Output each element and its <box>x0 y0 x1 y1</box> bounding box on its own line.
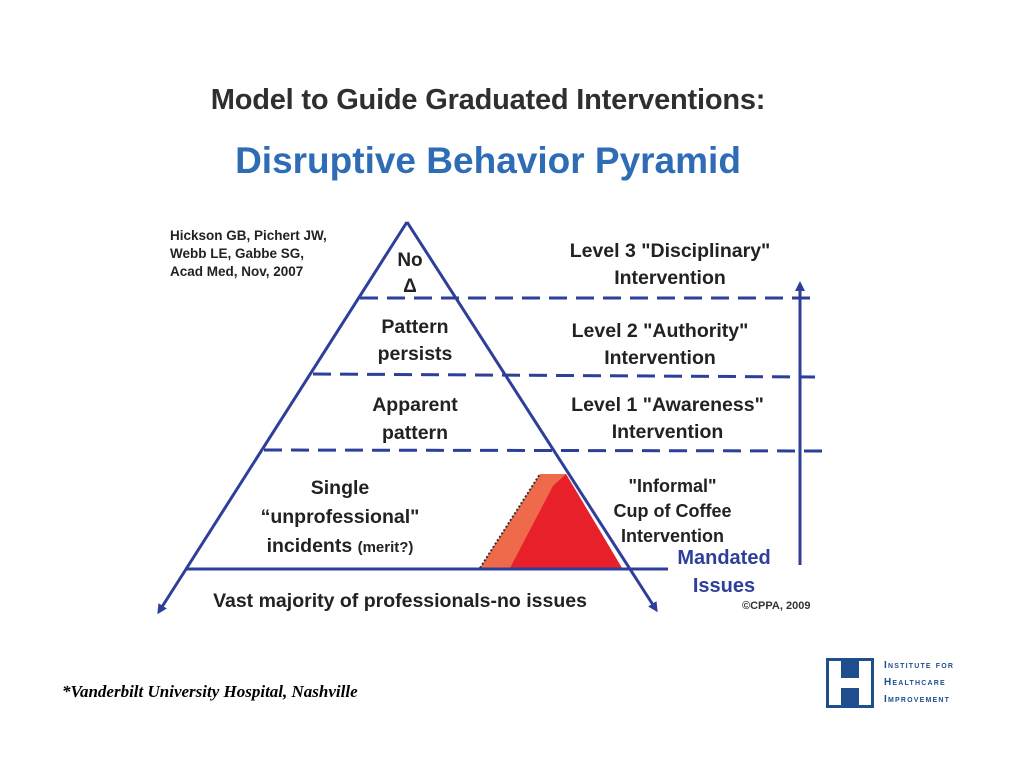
level-1-label: Level 1 "Awareness" Intervention <box>571 394 764 443</box>
title-heading: Model to Guide Graduated Interventions: <box>210 84 766 116</box>
footnote-text: *Vanderbilt University Hospital, Nashville <box>62 682 358 701</box>
pyramid-tier-top: No Δ <box>397 250 423 297</box>
pyramid-tier-single-incidents <box>225 474 455 562</box>
tier-4-label: Single “unprofessional" incidents <box>260 477 420 557</box>
copyright-text: ©CPPA, 2009 <box>742 600 811 612</box>
citation-text: Hickson GB, Pichert JW, Webb LE, Gabbe SG, Acad Med, Nov, 2007 <box>170 228 327 279</box>
tier-4-note: (merit?) <box>357 539 414 556</box>
informal-intervention-label: "Informal" Cup of Coffee Intervention <box>613 476 732 546</box>
ihi-logo-icon <box>826 658 874 708</box>
ihi-logo-text: Institute for Healthcare Improvement <box>884 660 955 705</box>
level-2-label: Level 2 "Authority" Intervention <box>571 320 749 369</box>
separator-level-2 <box>313 374 815 377</box>
pyramid-tier-pattern-persists: Pattern persists <box>377 316 453 365</box>
separator-level-1 <box>264 450 830 451</box>
title-subheading: Disruptive Behavior Pyramid <box>235 140 741 181</box>
mandated-issues-label: Mandated Issues <box>677 547 771 597</box>
pyramid-tier-apparent-pattern: Apparent pattern <box>372 394 458 444</box>
level-3-label: Level 3 "Disciplinary" Intervention <box>569 240 771 289</box>
pyramid-base-label: Vast majority of professionals-no issues <box>213 590 587 612</box>
